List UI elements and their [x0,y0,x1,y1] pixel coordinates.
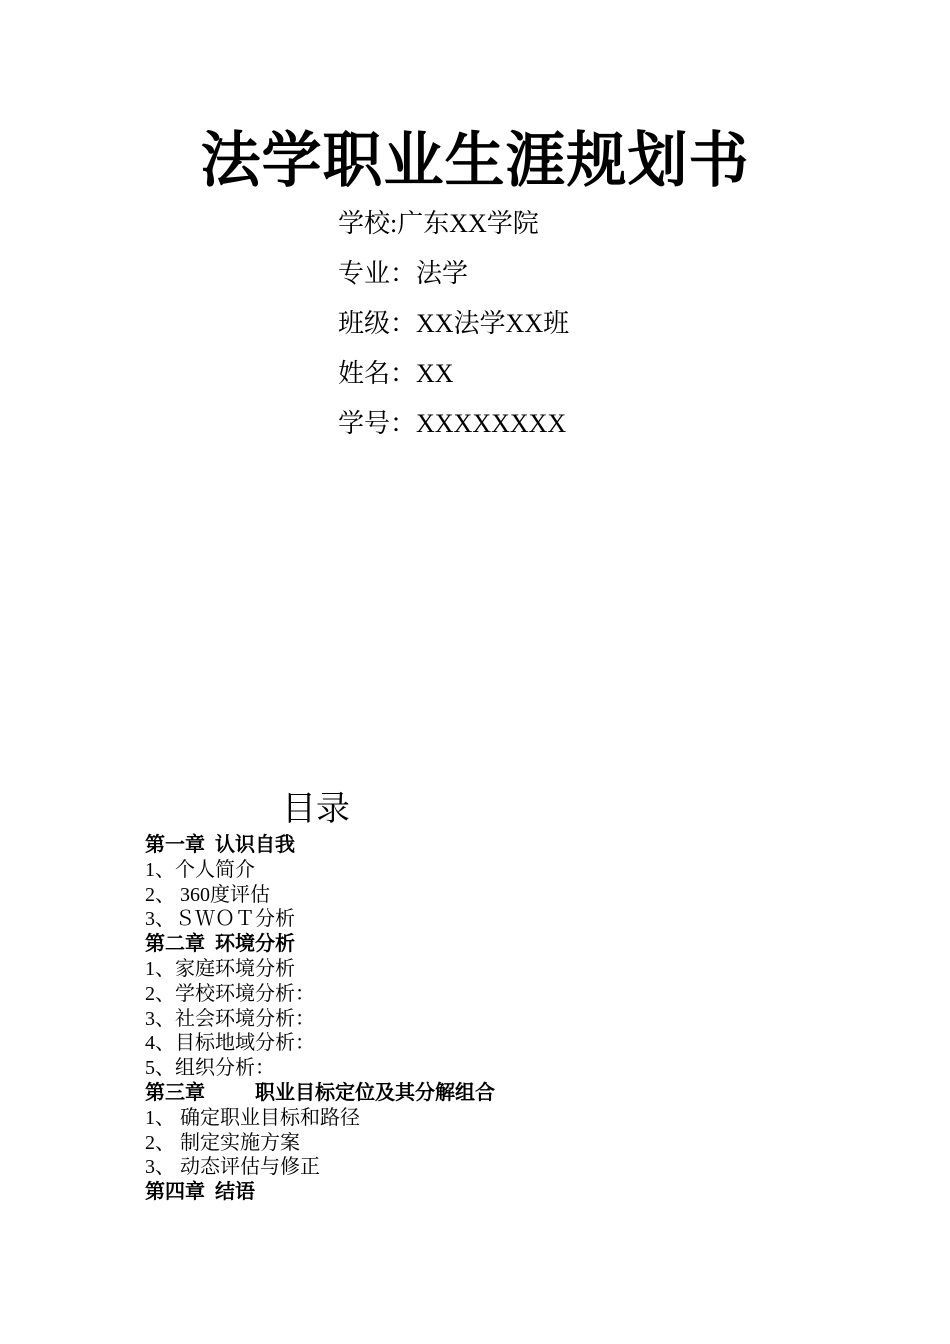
toc-entry: 2、学校环境分析： [145,982,315,1005]
toc-chapter: 第二章 环境分析 [145,933,295,956]
document-title: 法学职业生涯规划书 [200,126,750,196]
toc-chapter: 第四章 结语 [145,1181,255,1204]
info-class: 班级：XX法学XX班 [338,309,570,338]
student-info [338,202,569,452]
toc-entry: 1、个人简介 [145,858,255,881]
toc-entry: 2、 360度评估 [145,883,270,906]
toc-entry: 3、社会环境分析： [145,1007,315,1030]
toc-entry: 3、ＳＷＯＴ分析 [145,908,295,931]
toc-chapter: 第一章 认识自我 [145,834,295,856]
info-student-id: 学号：XXXXXXXX [338,409,567,438]
table-of-contents [145,833,495,1205]
toc-chapter: 第三章 职业目标定位及其分解组合 [145,1081,495,1104]
toc-entry: 4、目标地域分析： [145,1032,315,1055]
info-major: 专业：法学 [338,259,469,288]
toc-heading: 目录 [282,789,350,829]
toc-entry: 1、家庭环境分析 [145,957,295,980]
toc-entry: 2、 制定实施方案 [145,1131,300,1154]
info-school: 学校:广东XX学院 [338,209,539,238]
toc-entry: 3、 动态评估与修正 [145,1156,320,1179]
toc-entry: 5、组织分析： [145,1057,275,1080]
info-name: 姓名：XX [338,359,454,388]
toc-entry: 1、 确定职业目标和路径 [145,1106,360,1129]
